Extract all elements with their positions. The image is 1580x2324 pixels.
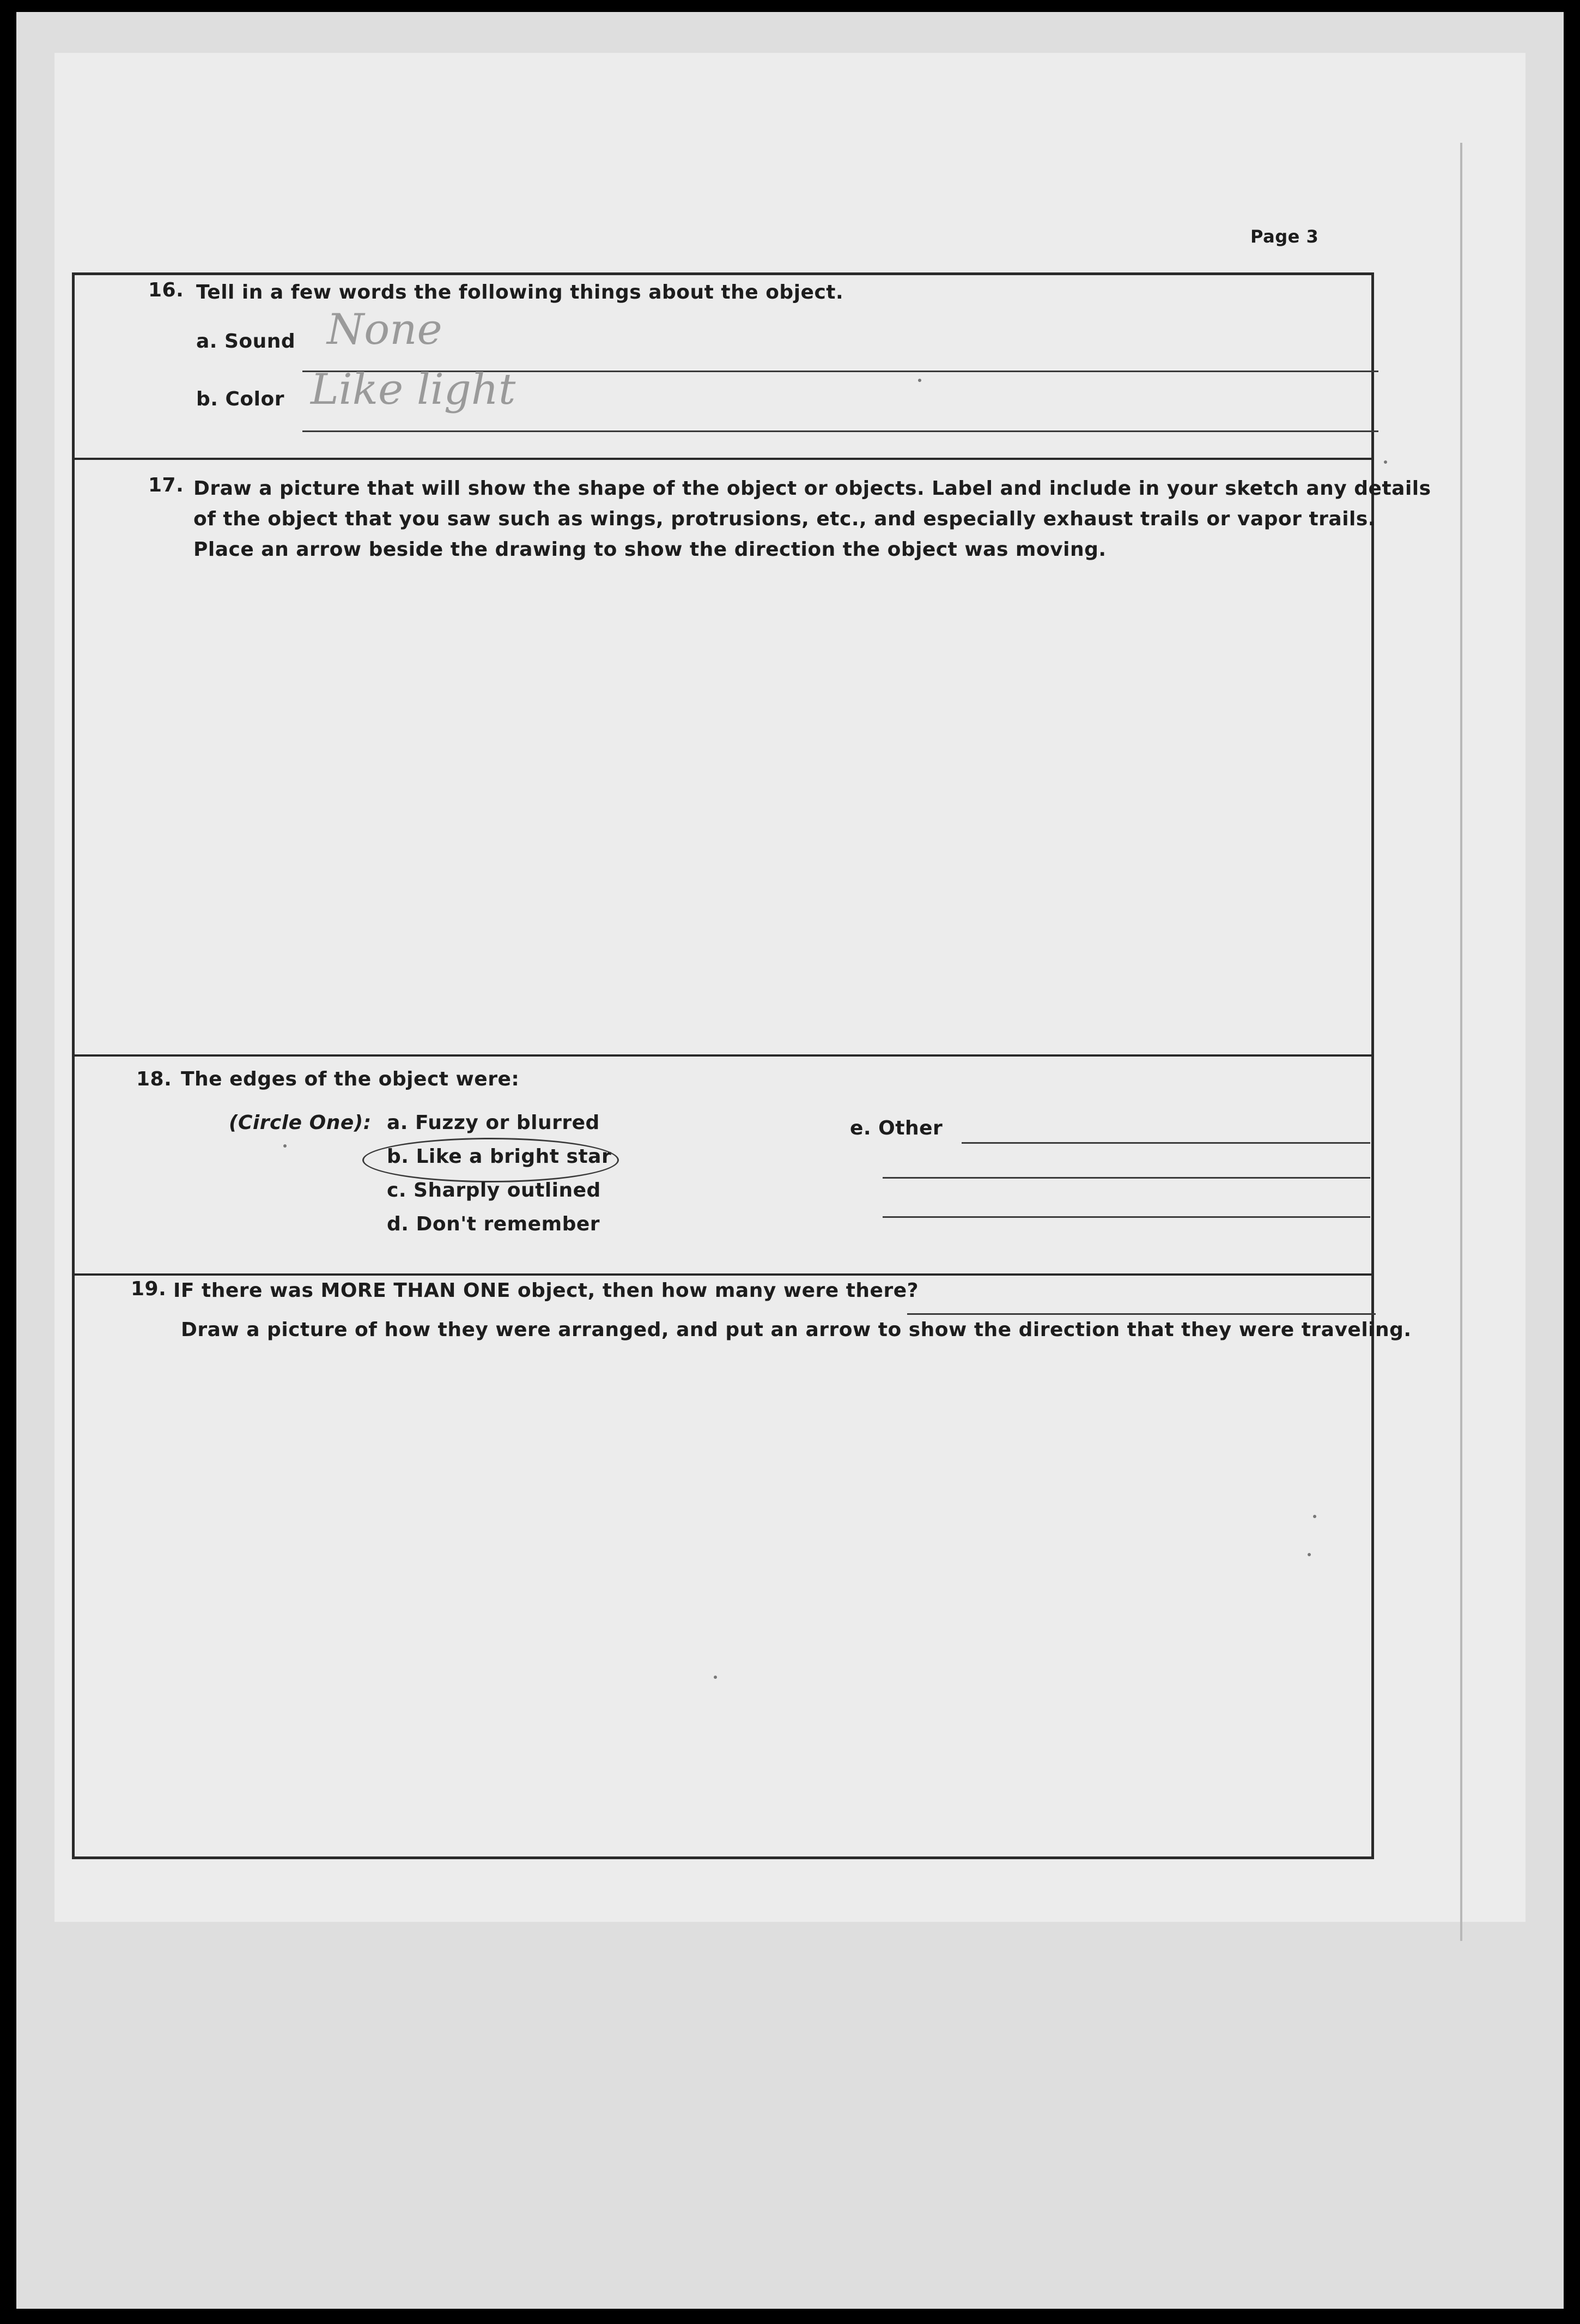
scan-speck <box>714 1676 717 1679</box>
q18-option-d: d. Don't remember <box>387 1213 600 1235</box>
q18-option-b: b. Like a bright star <box>387 1145 612 1168</box>
q16-color-label: b. Color <box>196 388 284 410</box>
q19-line1: IF there was MORE THAN ONE object, then how many were there? <box>173 1279 919 1302</box>
q18-other-line-1 <box>962 1142 1370 1144</box>
q18-instruction: (Circle One): <box>229 1112 372 1134</box>
q16-color-answer: Like light <box>311 365 516 414</box>
scan-speck <box>1313 1515 1316 1518</box>
scan-speck <box>918 379 921 382</box>
q17-number: 17. <box>148 474 184 496</box>
q18-question: The edges of the object were: <box>181 1068 520 1090</box>
q17-line1: Draw a picture that will show the shape of the object or objects. Label and include in your sketch any details <box>193 477 1431 500</box>
scan-speck <box>283 1144 287 1148</box>
q18-number: 18. <box>136 1068 172 1090</box>
q18-other-line-2 <box>883 1177 1370 1179</box>
q19-count-line <box>907 1313 1376 1315</box>
scan-speck <box>1308 1553 1311 1556</box>
divider-17-18 <box>75 1054 1374 1057</box>
q17-line3: Place an arrow beside the drawing to show the direction the object was moving. <box>193 538 1107 561</box>
page-number: Page 3 <box>1250 226 1319 247</box>
paper-edge <box>1460 143 1462 1941</box>
q16-sound-label: a. Sound <box>196 330 296 353</box>
q16-sound-answer: None <box>327 305 442 354</box>
q18-option-c: c. Sharply outlined <box>387 1179 601 1202</box>
q19-line2: Draw a picture of how they were arranged, and put an arrow to show the direction that they were traveling. <box>181 1319 1412 1341</box>
q18-other-label: e. Other <box>850 1117 943 1139</box>
q18-circled-answer-mark <box>362 1138 619 1182</box>
q17-line2: of the object that you saw such as wings, protrusions, etc., and especially exhaust trails or vapor trails. <box>193 508 1376 530</box>
q18-option-a: a. Fuzzy or blurred <box>387 1112 600 1134</box>
q16-number: 16. <box>148 279 184 301</box>
scan-speck <box>1384 460 1387 464</box>
q16-color-line <box>302 430 1378 432</box>
q18-other-line-3 <box>883 1216 1370 1218</box>
divider-16-17 <box>75 458 1374 460</box>
divider-18-19 <box>75 1273 1374 1276</box>
q19-number: 19. <box>131 1278 167 1300</box>
q16-question: Tell in a few words the following things about the object. <box>196 281 844 304</box>
